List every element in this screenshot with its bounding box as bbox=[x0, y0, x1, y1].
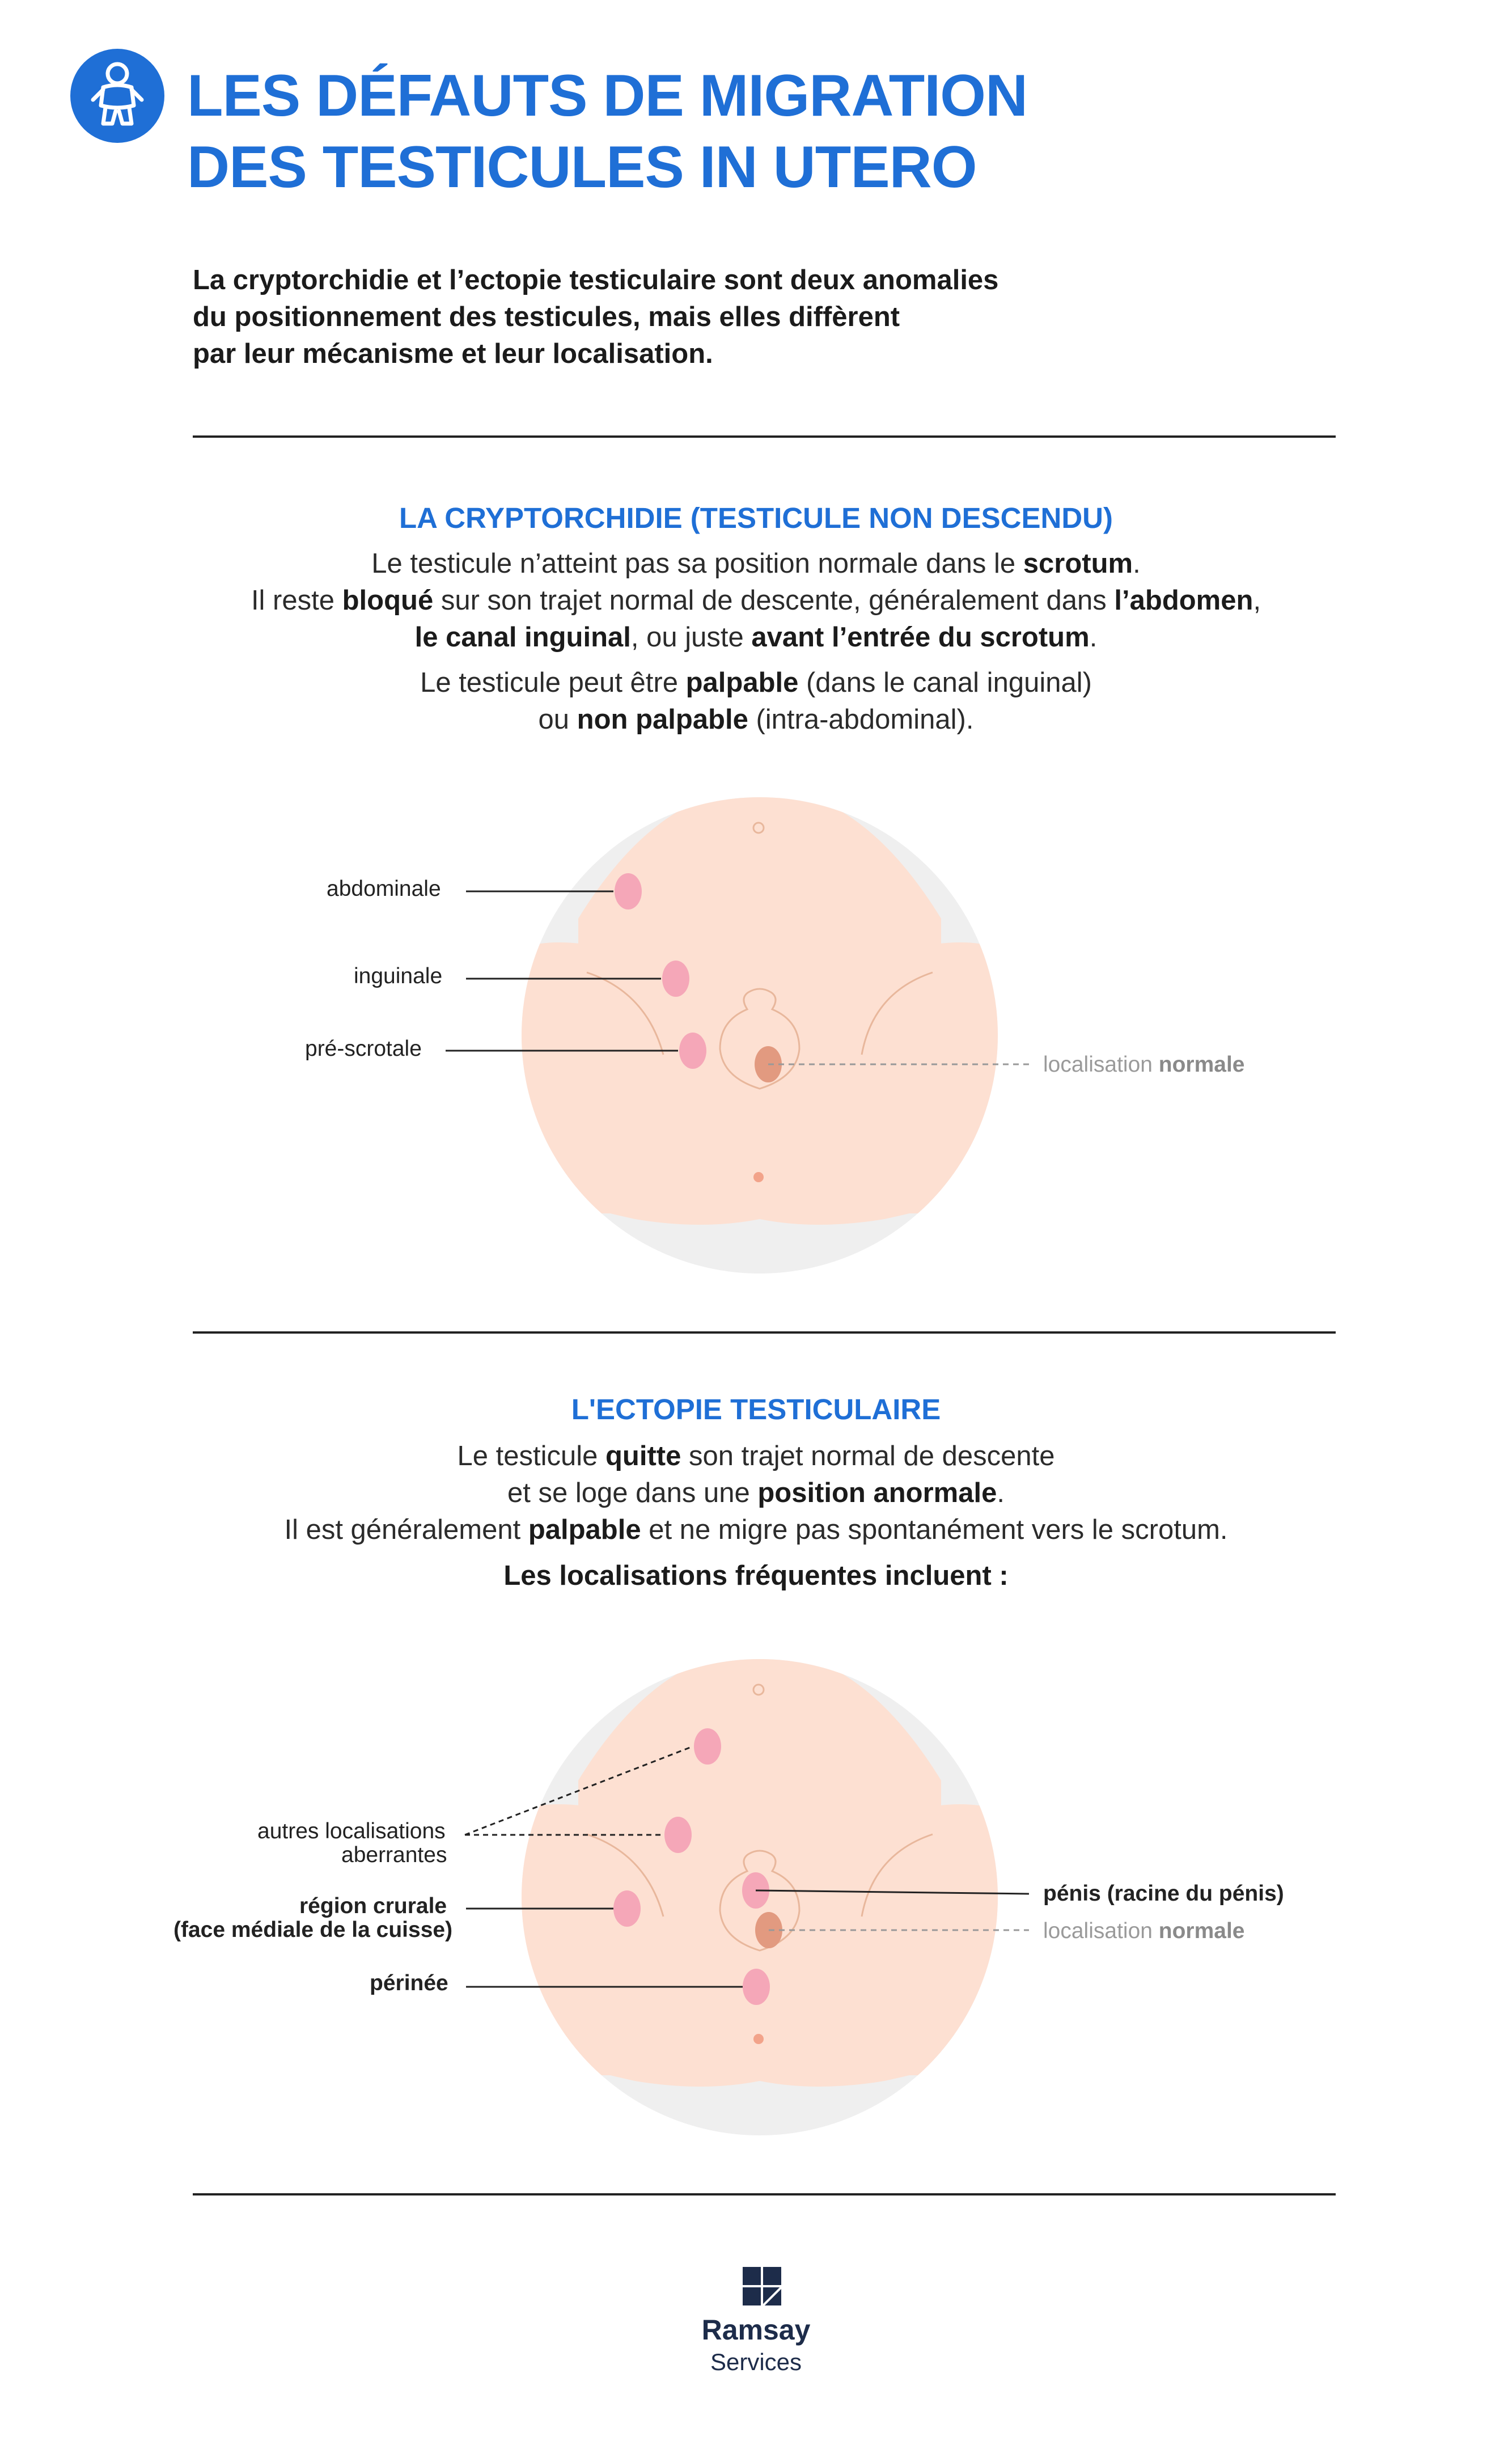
ectopie-text bbox=[0, 1438, 1512, 1594]
label-pre-scrotale: pré-scrotale bbox=[305, 1037, 422, 1061]
baby-icon bbox=[70, 49, 164, 143]
ectopie-diagram bbox=[0, 1644, 1512, 2155]
intro-line: par leur mécanisme et leur localisation. bbox=[193, 339, 713, 369]
divider bbox=[193, 2193, 1336, 2195]
ectopie-title: L'ECTOPIE TESTICULAIRE bbox=[571, 1393, 941, 1425]
intro-paragraph bbox=[193, 262, 1077, 373]
label-normal-location: localisation normale bbox=[1043, 1052, 1245, 1077]
label-perinee: périnée bbox=[370, 1971, 448, 1995]
label-crurale-line2: (face médiale de la cuisse) bbox=[173, 1918, 453, 1942]
footer-sub: Services bbox=[710, 2349, 802, 2375]
divider bbox=[193, 1331, 1336, 1334]
anus-dot bbox=[753, 1172, 764, 1182]
body-silhouette bbox=[510, 787, 1009, 1225]
cryptorchidie-title: LA CRYPTORCHIDIE (TESTICULE NON DESCENDU) bbox=[399, 502, 1113, 534]
text-line: Il reste bloqué sur son trajet normal de descente, généralement dans l’abdomen, bbox=[251, 585, 1261, 616]
cryptorchidie-text bbox=[0, 545, 1512, 738]
label-inguinale: inguinale bbox=[354, 964, 443, 988]
label-abdominale: abdominale bbox=[327, 877, 441, 901]
label-autres-line1: autres localisations bbox=[257, 1819, 446, 1843]
text-line: et se loge dans une position anormale. bbox=[507, 1478, 1005, 1508]
text-line: le canal inguinal, ou juste avant l’entrée du scrotum. bbox=[414, 622, 1098, 653]
page-title-line1: LES DÉFAUTS DE MIGRATION bbox=[187, 63, 1028, 129]
testicle-abdominal bbox=[615, 873, 642, 909]
testicle-aberrant-lower bbox=[664, 1817, 692, 1853]
page-title-line2: DES TESTICULES IN UTERO bbox=[187, 134, 977, 200]
text-line: Le testicule quitte son trajet normal de descente bbox=[457, 1441, 1055, 1471]
text-line: Les localisations fréquentes incluent : bbox=[503, 1560, 1009, 1591]
text-line: Le testicule peut être palpable (dans le canal inguinal) bbox=[420, 667, 1092, 698]
cryptorchidie-diagram bbox=[0, 782, 1512, 1281]
label-autres-line2: aberrantes bbox=[341, 1843, 447, 1867]
intro-line: La cryptorchidie et l’ectopie testiculaire sont deux anomalies bbox=[193, 265, 999, 295]
text-line: ou non palpable (intra-abdominal). bbox=[538, 704, 974, 735]
testicle-prescrotal bbox=[679, 1033, 706, 1069]
anus-dot bbox=[753, 2034, 764, 2044]
label-penis: pénis (racine du pénis) bbox=[1043, 1881, 1284, 1906]
testicle-crural bbox=[613, 1890, 641, 1927]
intro-line: du positionnement des testicules, mais elles diffèrent bbox=[193, 302, 900, 332]
divider bbox=[193, 435, 1336, 438]
testicle-perineal bbox=[743, 1969, 770, 2005]
label-normal-location: localisation normale bbox=[1043, 1919, 1245, 1943]
footer-brand: Ramsay bbox=[701, 2314, 811, 2346]
header-badge bbox=[70, 49, 164, 143]
text-line: Il est généralement palpable et ne migre pas spontanément vers le scrotum. bbox=[284, 1514, 1228, 1545]
label-crurale-line1: région crurale bbox=[299, 1894, 447, 1918]
ramsay-logo-icon bbox=[743, 2267, 781, 2305]
text-line: Le testicule n’atteint pas sa position normale dans le scrotum. bbox=[371, 548, 1141, 579]
testicle-inguinal bbox=[662, 961, 689, 997]
page-title bbox=[187, 60, 1027, 203]
testicle-aberrant-upper bbox=[694, 1728, 721, 1765]
body-silhouette bbox=[510, 1649, 1009, 2087]
